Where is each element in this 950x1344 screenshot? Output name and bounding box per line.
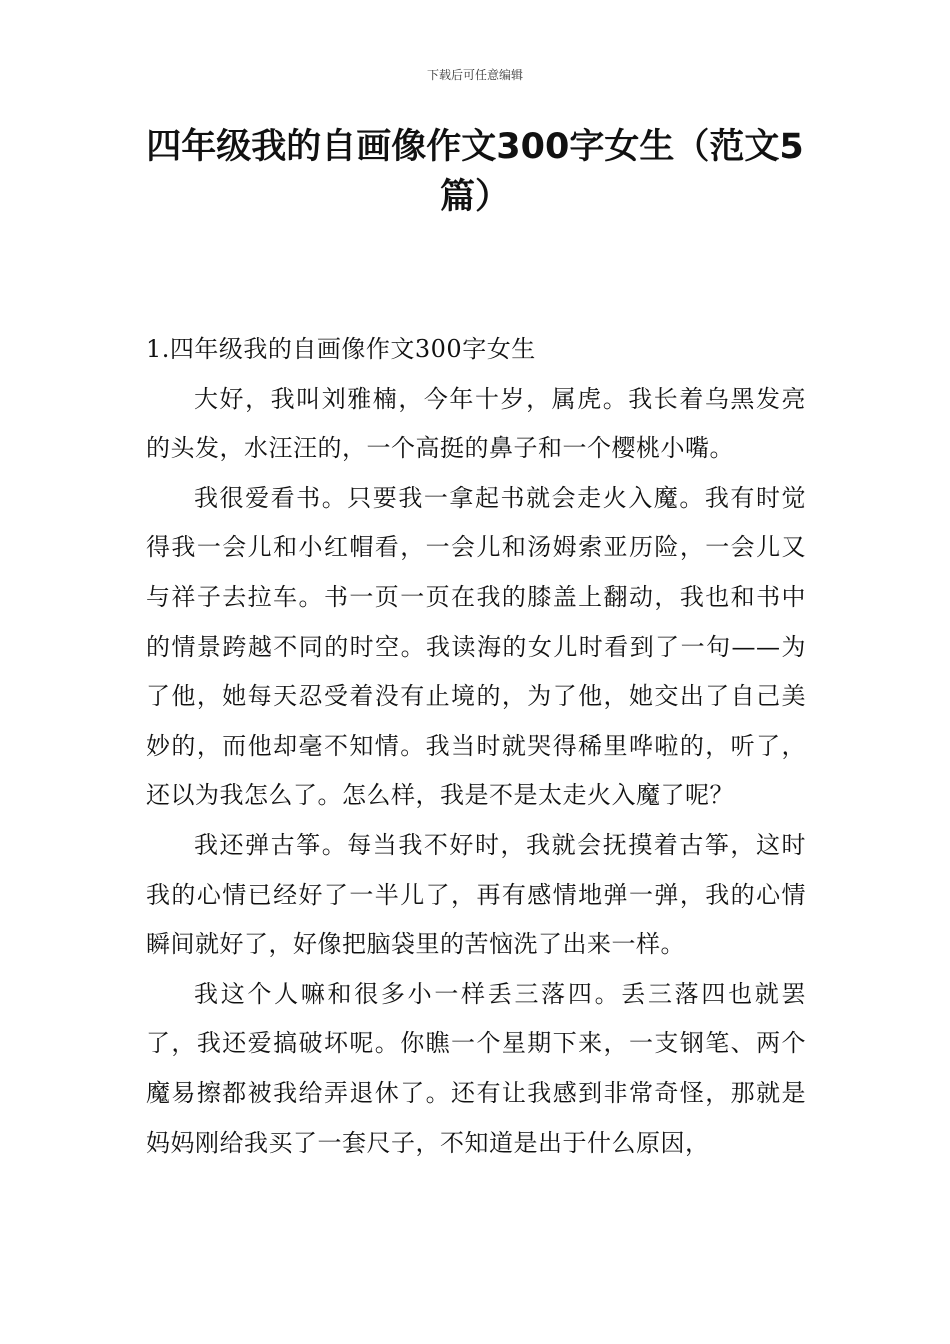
section-heading: 1.四年级我的自画像作文300字女生 xyxy=(146,335,536,363)
document-body xyxy=(146,325,806,1168)
paragraph-2: 我很爱看书。只要我一拿起书就会走火入魔。我有时觉得我一会儿和小红帽看，一会儿和汤姆索亚历险，一会儿又与祥子去拉车。书一页一页在我的膝盖上翻动，我也和书中的情景跨越不同的时空。我读海的女儿时看到了一句——为了他，她每天忍受着没有止境的，为了他，她交出了自己美妙的，而他却毫不知情。我当时就哭得稀里哗啦的，听了，还以为我怎么了。怎么样，我是不是太走火入魔了呢？ xyxy=(146,483,806,810)
paragraph-3: 我还弹古筝。每当我不好时，我就会抚摸着古筝，这时我的心情已经好了一半儿了，再有感情地弹一弹，我的心情瞬间就好了，好像把脑袋里的苦恼洗了出来一样。 xyxy=(146,830,806,959)
paragraph-4: 我这个人嘛和很多小一样丢三落四。丢三落四也就罢了，我还爱搞破坏呢。你瞧一个星期下来，一支钢笔、两个魔易擦都被我给弄退休了。还有让我感到非常奇怪，那就是妈妈刚给我买了一套尺子，不知道是出于什么原因， xyxy=(146,979,806,1157)
document-title: 四年级我的自画像作文300字女生（范文5篇） xyxy=(146,127,804,217)
paragraph-1: 大好，我叫刘雅楠，今年十岁，属虎。我长着乌黑发亮的头发，水汪汪的，一个高挺的鼻子和一个樱桃小嘴。 xyxy=(146,384,806,463)
header-note: 下载后可任意编辑 xyxy=(426,68,523,82)
